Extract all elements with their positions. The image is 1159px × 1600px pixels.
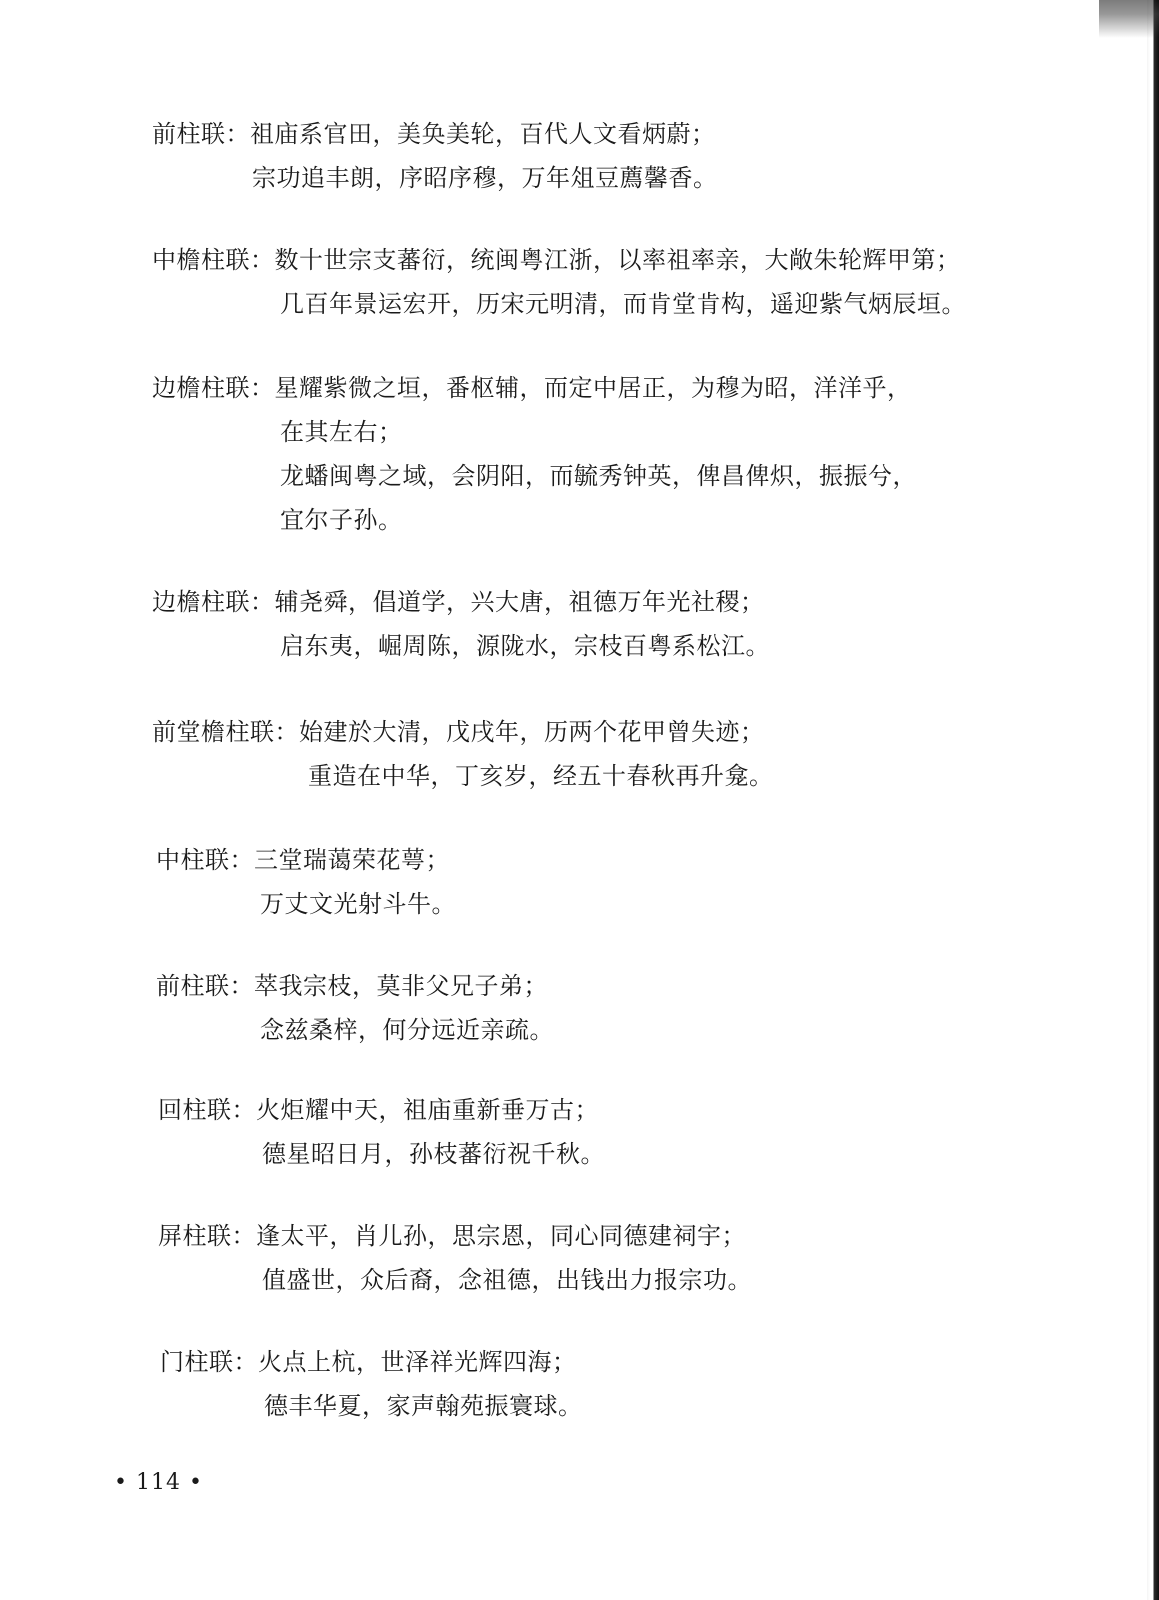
couplet-line: 边檐柱联：星耀紫微之垣，番枢辅，而定中居正，为穆为昭，洋洋乎，	[152, 374, 912, 402]
couplet-side-eave-pillar-1	[152, 366, 917, 542]
couplet-front-hall-eave-pillar	[152, 710, 774, 798]
couplet-side-eave-pillar-2	[152, 580, 770, 668]
couplet-back-pillar	[158, 1088, 605, 1176]
couplet-line: 回柱联：火炬耀中天，祖庙重新垂万古；	[158, 1096, 599, 1124]
couplet-line: 念兹桑梓，何分远近亲疏。	[260, 1016, 554, 1044]
couplet-line: 门柱联：火点上杭，世泽祥光辉四海；	[160, 1348, 577, 1376]
scan-shadow	[1099, 0, 1159, 38]
couplet-line: 启东夷，崛周陈，源陇水，宗枝百粤系松江。	[280, 632, 770, 660]
couplet-line: 重造在中华，丁亥岁，经五十春秋再升龛。	[308, 762, 774, 790]
page-number: • 114 •	[114, 1470, 203, 1495]
couplet-line: 德丰华夏，家声翰苑振寰球。	[264, 1392, 583, 1420]
couplet-screen-pillar	[158, 1214, 752, 1302]
couplet-line: 前堂檐柱联：始建於大清，戊戌年，历两个花甲曾失迹；	[152, 718, 765, 746]
couplet-line: 宜尔子孙。	[280, 506, 403, 534]
couplet-line: 几百年景运宏开，历宋元明清，而肯堂肯构，遥迎紫气炳辰垣。	[280, 290, 966, 318]
couplet-middle-eave-pillar	[152, 238, 966, 326]
couplet-line: 中檐柱联：数十世宗支蕃衍，统闽粤江浙，以率祖率亲，大敞朱轮辉甲第；	[152, 246, 961, 274]
couplet-front-pillar-1	[152, 112, 718, 200]
couplet-line: 值盛世，众后裔，念祖德，出钱出力报宗功。	[262, 1266, 752, 1294]
couplet-line: 前柱联：萃我宗枝，莫非父兄子弟；	[156, 972, 548, 1000]
couplet-line: 屏柱联：逢太平，肖儿孙，思宗恩，同心同德建祠宇；	[158, 1222, 746, 1250]
couplet-line: 德星昭日月，孙枝蕃衍祝千秋。	[262, 1140, 605, 1168]
couplet-line: 万丈文光射斗牛。	[260, 890, 456, 918]
couplet-line: 龙蟠闽粤之域，会阴阳，而毓秀钟英，俾昌俾炽，振振兮，	[280, 462, 917, 490]
scan-edge	[1147, 0, 1159, 1600]
couplet-middle-pillar	[156, 838, 456, 926]
couplet-front-pillar-2	[156, 964, 554, 1052]
couplet-line: 边檐柱联：辅尧舜，倡道学，兴大唐，祖德万年光社稷；	[152, 588, 765, 616]
couplet-line: 前柱联：祖庙系官田，美奂美轮，百代人文看炳蔚；	[152, 120, 716, 148]
couplet-line: 中柱联：三堂瑞蔼荣花萼；	[156, 846, 450, 874]
couplet-gate-pillar	[160, 1340, 583, 1428]
couplet-line: 宗功追丰朗，序昭序穆，万年俎豆薦馨香。	[252, 164, 718, 192]
couplet-line: 在其左右；	[280, 418, 403, 446]
